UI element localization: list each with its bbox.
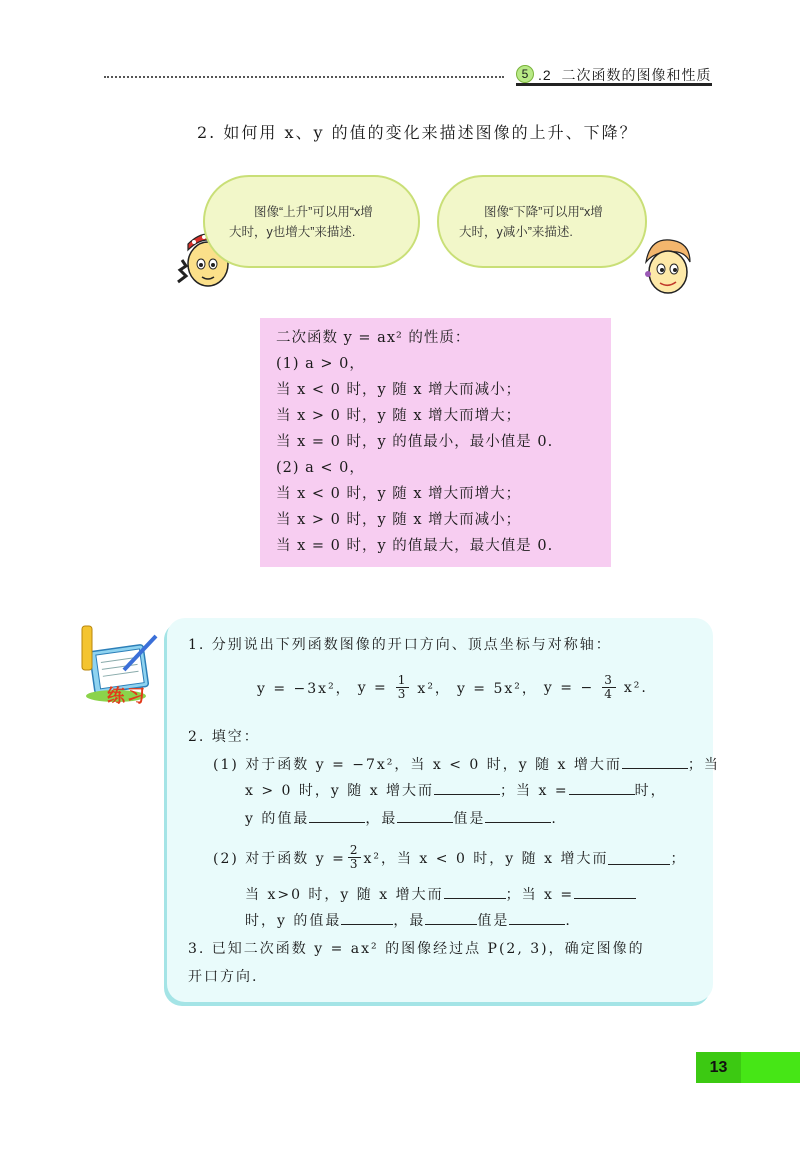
case-2-header: (2) a < 0， [276, 460, 365, 476]
answer-blank[interactable] [397, 808, 453, 823]
formula-4-rhs: x². [623, 679, 648, 696]
case-1-line-2: 当 x > 0 时，y 随 x 增大而增大； [276, 408, 522, 424]
exercise-q1: 1. 分别说出下列函数图像的开口方向、顶点坐标与对称轴： [188, 637, 612, 653]
section-header [500, 64, 712, 86]
fraction-three-quarters: $\frac{3}{4}$ [604, 673, 614, 701]
answer-blank[interactable] [569, 780, 635, 795]
case-1-line-1: 当 x < 0 时，y 随 x 增大而减小； [276, 382, 522, 398]
answer-blank[interactable] [509, 910, 565, 925]
formula-2-rhs: x²， [417, 680, 451, 697]
exercise-q2-2-line-2: 当 x>0 时，y 随 x 增大而 ；当 x = [245, 884, 636, 904]
answer-blank[interactable] [341, 910, 393, 925]
formula-3: y = 5x²， [456, 680, 538, 697]
exercise-q2-1-line-2: x > 0 时，y 随 x 增大而 ；当 x = 时， [245, 780, 667, 800]
formula-4-lhs: y = − [543, 679, 595, 696]
bubble-right-line-2: 大时，y减小”来描述. [459, 225, 573, 239]
speech-bubble-right [437, 175, 647, 268]
bubble-right-line-1: 图像“下降”可以用“x增 [484, 205, 603, 219]
properties-box [260, 318, 611, 567]
exercise-q2-2-line-3: 时，y 的值最 ，最 值是 . [245, 910, 572, 930]
exercise-q2-2-line-1: (2) 对于函数 y = $\frac{2}{3}$ x²，当 x < 0 时，y 随 x 增大而 ； [213, 843, 687, 871]
fraction-two-thirds: $\frac{2}{3}$ [349, 843, 360, 871]
formula-1: y = −3x²， [257, 680, 352, 697]
exercise-q2: 2. 填空： [188, 729, 260, 745]
page-number-tab [696, 1052, 800, 1083]
case-2-line-2: 当 x > 0 时，y 随 x 增大而减小； [276, 512, 522, 528]
case-1-line-3: 当 x = 0 时，y 的值最小，最小值是 0. [276, 434, 554, 450]
question-2: 2. 如何用 x、y 的值的变化来描述图像的上升、下降？ [197, 123, 638, 142]
case-2-line-3: 当 x = 0 时，y 的值最大，最大值是 0. [276, 538, 554, 554]
bubble-left-line-1: 图像“上升”可以用“x增 [254, 205, 373, 219]
answer-blank[interactable] [434, 780, 500, 795]
exercise-badge-label: 练习 [107, 686, 147, 706]
header-dotted-rule [104, 76, 504, 78]
answer-blank[interactable] [444, 884, 506, 899]
girl-character-icon [640, 236, 694, 298]
section-title: .2 二次函数的图像和性质 [538, 67, 712, 83]
properties-title: 二次函数 y = ax² 的性质： [276, 330, 471, 346]
fraction-one-third: $\frac{1}{3}$ [397, 673, 408, 701]
formula-2-lhs: y = [357, 679, 388, 696]
answer-blank[interactable] [574, 884, 636, 899]
answer-blank[interactable] [622, 754, 688, 769]
exercise-box [167, 618, 720, 1002]
answer-blank[interactable] [309, 808, 365, 823]
exercise-q3-line-2: 开口方向. [188, 969, 259, 985]
page-number: 13 [696, 1052, 741, 1083]
answer-blank[interactable] [425, 910, 477, 925]
speech-bubble-left [203, 175, 420, 268]
bubble-left-line-2: 大时，y也增大”来描述. [229, 225, 356, 239]
exercise-q3-line-1: 3. 已知二次函数 y = ax² 的图像经过点 P(2, 3)，确定图像的 [188, 941, 645, 957]
exercise-q1-formula [257, 674, 648, 701]
answer-blank[interactable] [485, 808, 551, 823]
exercise-q2-1-line-1: (1) 对于函数 y = −7x²，当 x < 0 时，y 随 x 增大而 ；当 [213, 754, 720, 774]
case-2-line-1: 当 x < 0 时，y 随 x 增大而增大； [276, 486, 522, 502]
exercise-q2-1-line-3: y 的值最 ，最 值是 . [245, 808, 558, 828]
section-number: 5 [516, 65, 534, 83]
answer-blank[interactable] [608, 850, 670, 865]
case-1-header: (1) a > 0， [276, 356, 365, 372]
